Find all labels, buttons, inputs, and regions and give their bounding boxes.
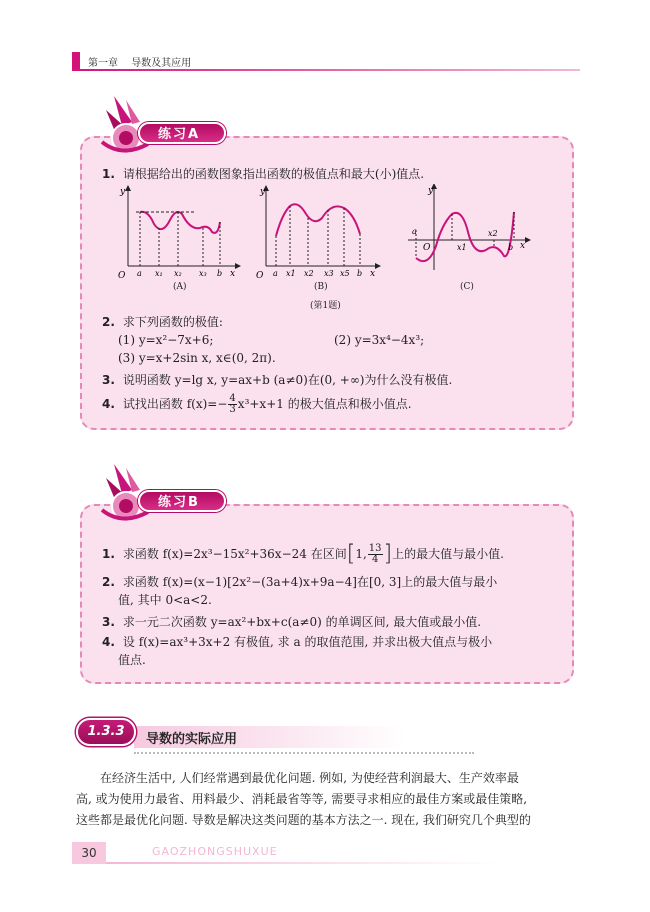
svg-text:x₃: x₃ (199, 269, 207, 278)
fraction: $\frac{13}{4}$ (368, 543, 382, 565)
svg-text:a: a (273, 269, 278, 278)
running-header (72, 52, 580, 70)
exercise-b-q2-line2: 值, 其中 0<a<2. (118, 593, 212, 607)
svg-text:b: b (508, 243, 514, 252)
question-text: 请根据给出的函数图象指出函数的极值点和最大(小)值点. (122, 167, 425, 181)
svg-text:y: y (120, 187, 126, 197)
section-number: 1.3.3 (76, 718, 136, 746)
badge-label: 练习B (158, 495, 200, 510)
fraction: $\frac{4}{3}$ (229, 393, 236, 415)
svg-text:y: y (260, 187, 266, 197)
svg-text:y: y (428, 186, 434, 196)
section-divider (134, 752, 474, 754)
footer-brand: GAOZHONGSHUXUE (152, 845, 278, 858)
paragraph-line: 高, 或为使用力最省、用料最少、消耗最省等等, 需要寻求相应的最佳方案或最佳策略, (76, 792, 528, 806)
svg-text:a: a (137, 269, 142, 278)
svg-text:x: x (230, 269, 236, 279)
svg-text:x5: x5 (340, 269, 350, 278)
question-number: 1. (102, 167, 115, 181)
graph-b (252, 184, 387, 279)
chapter-label: 第一章 (88, 58, 118, 69)
exercise-a-q2-part1: (1) y=x²−7x+6; (118, 333, 214, 347)
exercise-b-q3: 3. 求一元二次函数 y=ax²+bx+c(a≠0) 的单调区间, 最大值或最小值. (102, 615, 482, 629)
svg-text:x₁: x₁ (155, 269, 163, 278)
body-paragraph (76, 768, 586, 831)
exercise-b-q2-line1: 2. 求函数 f(x)=(x−1)[2x²−(3a+4)x+9a−4]在[0, 3]上的最大值与最小 (102, 575, 498, 589)
exercise-a-q2-part2: (2) y=3x⁴−4x³; (334, 333, 425, 347)
exercise-a-q1 (102, 166, 424, 182)
section-title: 导数的实际应用 (146, 732, 238, 747)
page-footer (72, 842, 502, 864)
figure-caption: (第1题) (310, 301, 341, 311)
svg-text:x1: x1 (457, 243, 467, 252)
graph-b-caption: (B) (314, 282, 328, 292)
paragraph-line: 这些都是最优化问题. 导数是解决这类问题的基本方法之一. 现在, 我们研究几个典型的 (76, 813, 531, 827)
exercise-b-q4-line2: 值点. (118, 653, 146, 667)
header-rule (72, 69, 580, 71)
svg-text:x: x (370, 269, 376, 279)
exercise-a-q2: 2. 求下列函数的极值: (102, 315, 223, 329)
chapter-title: 导数及其应用 (131, 58, 192, 69)
badge-label: 练习A (158, 127, 201, 142)
svg-text:x: x (520, 241, 526, 251)
svg-text:O: O (256, 271, 264, 279)
graph-a-caption: (A) (173, 282, 187, 292)
exercise-a-q4: 4. 试找出函数 f(x)=− $\frac{4}{3}$ x³+x+1 的极大值点和极小值点. (102, 393, 412, 415)
svg-text:b: b (357, 269, 363, 278)
exercise-b-q4-line1: 4. 设 f(x)=ax³+3x+2 有极值, 求 a 的取值范围, 并求出极大值点与极小 (102, 635, 493, 649)
graph-c (404, 184, 534, 279)
section-header (76, 718, 406, 754)
exercise-b-badge (92, 460, 252, 528)
svg-text:x1: x1 (286, 269, 296, 278)
svg-text:O: O (423, 243, 431, 253)
header-text (88, 54, 201, 69)
graph-a (110, 184, 245, 279)
exercise-a-q2-part3: (3) y=x+2sin x, x∈(0, 2π). (118, 351, 276, 365)
svg-text:x2: x2 (304, 269, 314, 278)
footer-rule (106, 862, 502, 864)
svg-text:b: b (217, 269, 223, 278)
svg-text:x₂: x₂ (174, 269, 182, 278)
page-number: 30 (72, 842, 106, 864)
paragraph-line: 在经济生活中, 人们经常遇到最优化问题. 例如, 为使经营利润最大、生产效率最 (100, 771, 519, 785)
exercise-a-q3: 3. 说明函数 y=lg x, y=ax+b (a≠0)在(0, +∞)为什么没有极值. (102, 373, 453, 387)
svg-text:x3: x3 (324, 269, 334, 278)
svg-text:O: O (118, 271, 126, 279)
exercise-b-q1: 1. 求函数 f(x)=2x³−15x²+36x−24 在区间[1, $\frac{13}{4}$ ]上的最大值与最小值. (102, 541, 504, 567)
header-accent-bar (72, 52, 80, 70)
exercise-a-badge (92, 92, 252, 160)
svg-text:x2: x2 (488, 229, 498, 238)
svg-text:a: a (412, 227, 417, 236)
graph-c-caption: (C) (460, 282, 474, 292)
